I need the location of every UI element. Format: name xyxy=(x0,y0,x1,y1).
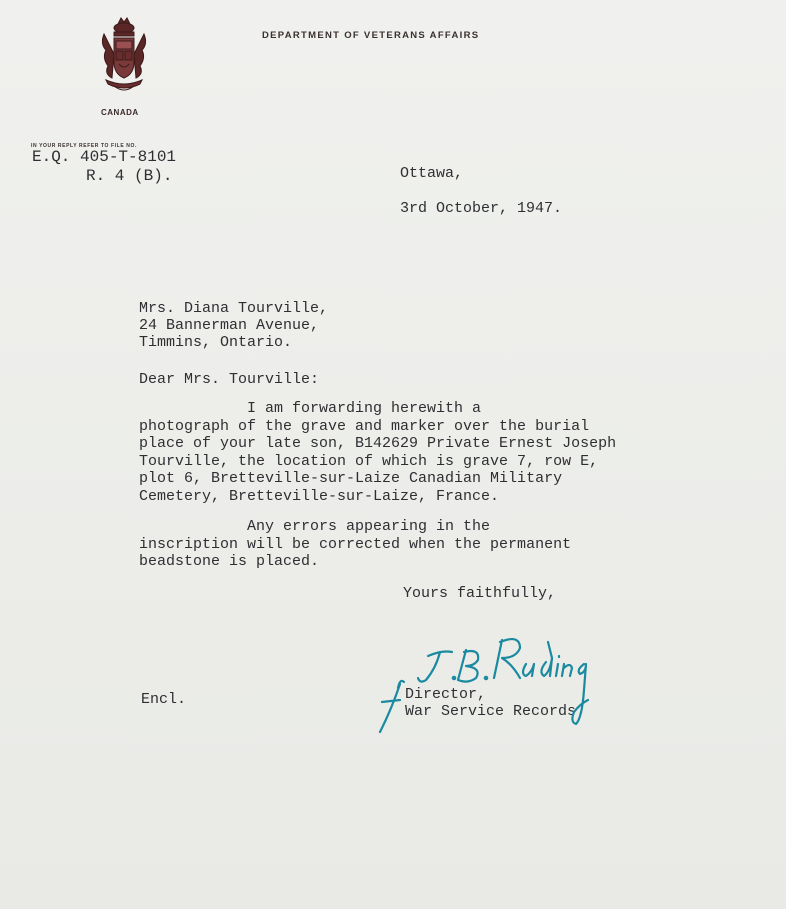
country-label: CANADA xyxy=(101,108,139,117)
date-line: 3rd October, 1947. xyxy=(400,200,563,217)
body-line: beadstone is placed. xyxy=(139,553,320,570)
salutation: Dear Mrs. Tourville: xyxy=(139,371,320,388)
body-line: plot 6, Bretteville-sur-Laize Canadian Military xyxy=(139,470,563,487)
place-line: Ottawa, xyxy=(400,165,464,182)
enclosure-note: Encl. xyxy=(141,691,187,708)
handwritten-signature xyxy=(370,628,610,738)
department-heading: DEPARTMENT OF VETERANS AFFAIRS xyxy=(262,30,480,41)
body-line: Cemetery, Bretteville-sur-Laize, France. xyxy=(139,487,500,505)
body-line: I am forwarding herewith a xyxy=(139,400,482,417)
reply-reference-label: IN YOUR REPLY REFER TO FILE NO. xyxy=(31,143,137,149)
closing-line: Yours faithfully, xyxy=(403,585,557,602)
recipient-line-3: Timmins, Ontario. xyxy=(139,334,293,351)
file-number-line-1: E.Q. 405-T-8101 xyxy=(32,148,177,166)
body-line: Any errors appearing in the xyxy=(139,518,491,535)
body-line: inscription will be corrected when the permanent xyxy=(139,535,572,553)
recipient-address xyxy=(139,300,328,351)
body-line: photograph of the grave and marker over the burial xyxy=(139,417,590,435)
file-number-line-2: R. 4 (B). xyxy=(86,167,173,185)
body-line: Tourville, the location of which is grave 7, row E, xyxy=(139,452,599,470)
signature-title-2: War Service Records. xyxy=(405,703,586,720)
body-line: place of your late son, B142629 Private Ernest Joseph xyxy=(139,435,617,452)
recipient-line-1: Mrs. Diana Tourville, xyxy=(139,300,329,317)
canada-coat-of-arms-icon xyxy=(92,14,156,98)
signature-title-1: Director, xyxy=(405,686,487,703)
body-paragraph-1 xyxy=(139,400,616,505)
recipient-line-2: 24 Bannerman Avenue, xyxy=(139,317,320,334)
body-paragraph-2 xyxy=(139,518,571,571)
